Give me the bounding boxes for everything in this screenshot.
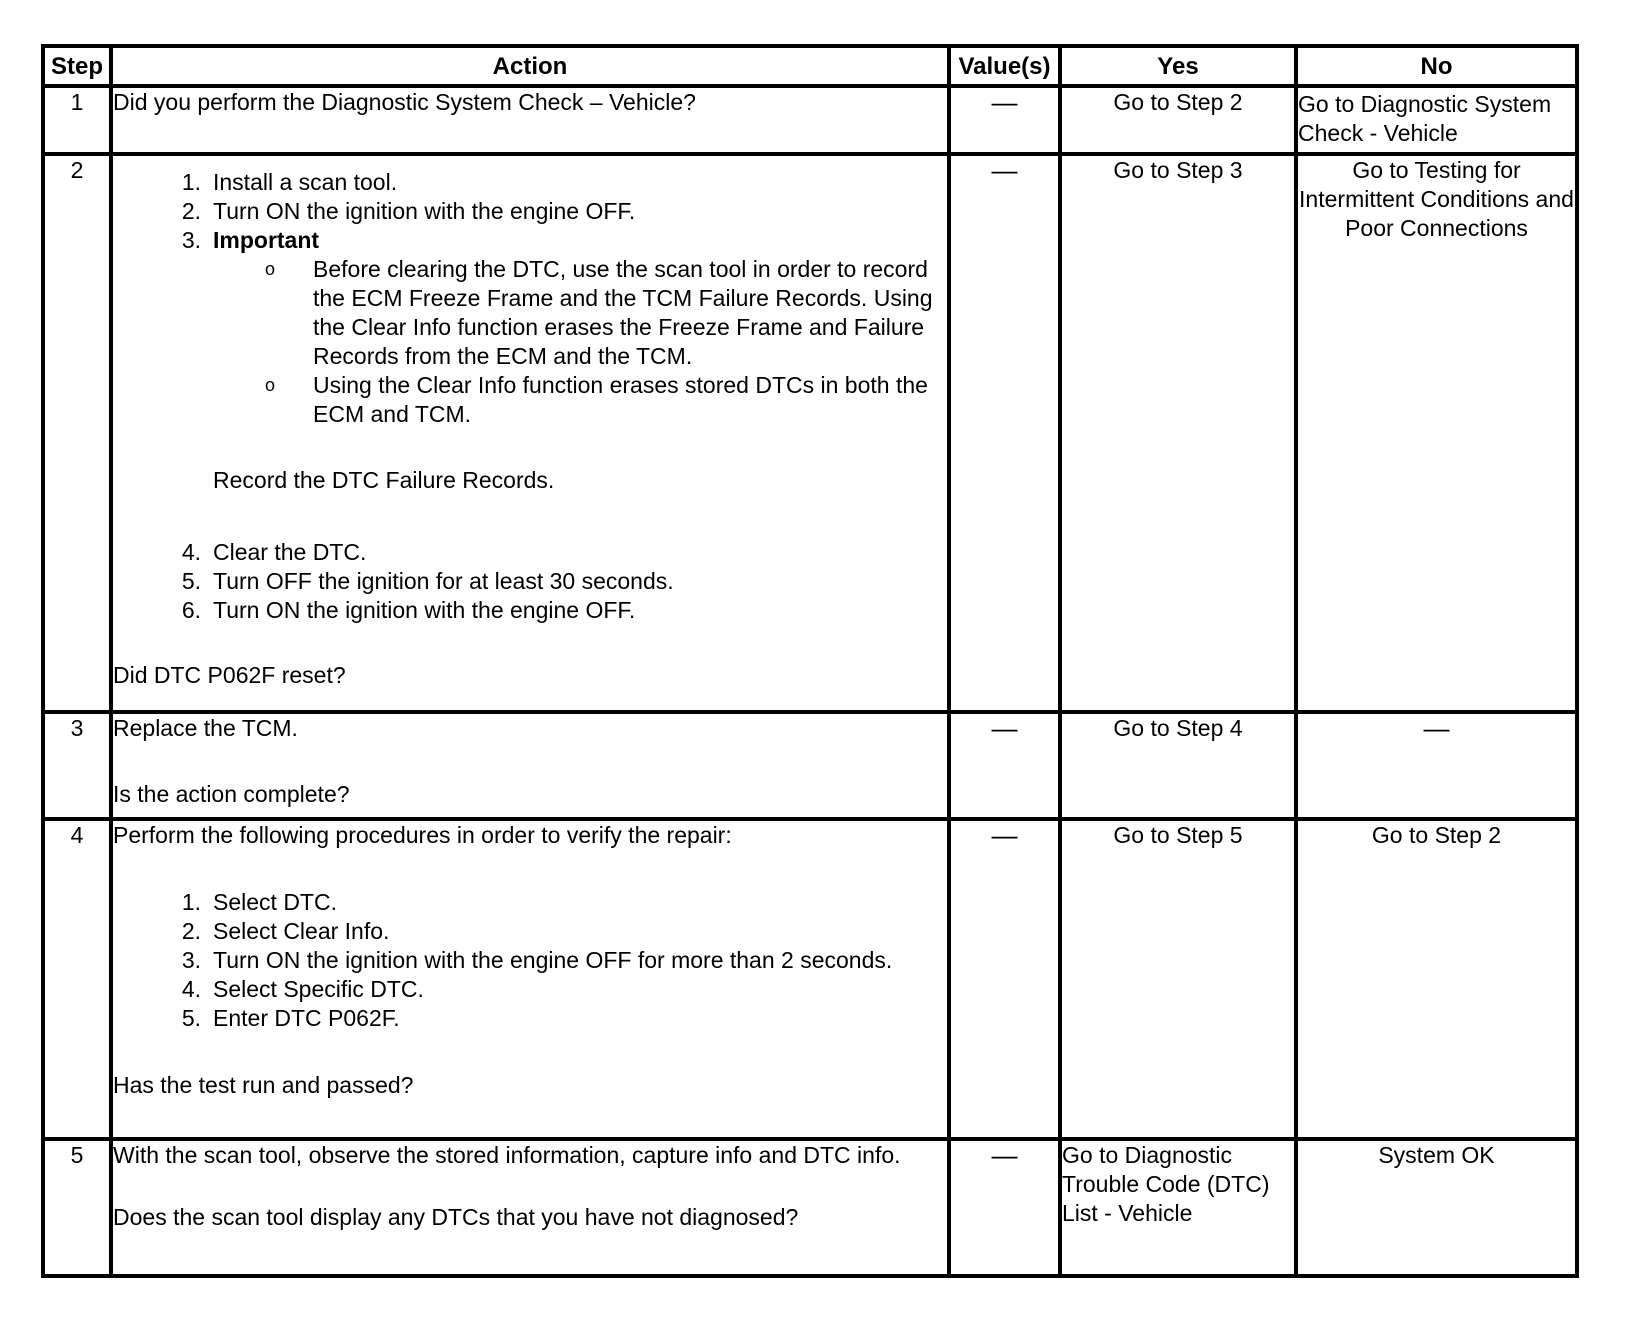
value-cell [949, 712, 1060, 819]
value-dash: — [991, 155, 1018, 185]
no-text: Go to Step 2 [1371, 822, 1502, 848]
header-row [43, 46, 1577, 86]
item-text: Select Clear Info. [213, 918, 390, 944]
value-cell [949, 86, 1060, 154]
yes-text: Go to Step 2 [1113, 89, 1243, 115]
item-text: Turn ON the ignition with the engine OFF for more than 2 seconds. [213, 947, 893, 973]
procedure-list [113, 168, 947, 429]
no-text: Go to Testing for Intermittent Conditions and Poor Connections [1299, 157, 1574, 241]
no-cell [1296, 712, 1577, 819]
item-text: Turn OFF the ignition for at least 30 seconds. [213, 568, 674, 594]
table-row-step-2 [43, 154, 1577, 712]
list-item [113, 596, 947, 625]
list-item [113, 538, 947, 567]
item-text: Install a scan tool. [213, 169, 398, 195]
item-number: 1. [181, 889, 201, 915]
item-number: 4. [181, 976, 201, 1002]
item-number: 4. [181, 539, 201, 565]
list-item [113, 975, 947, 1004]
yes-cell [1060, 154, 1296, 712]
question-text: Did DTC P062F reset? [113, 662, 346, 688]
no-dash: — [1423, 713, 1450, 743]
value-dash: — [991, 820, 1018, 850]
item-number: 1. [181, 169, 201, 195]
list-item [113, 226, 947, 429]
question-text: Does the scan tool display any DTCs that you have not diagnosed? [113, 1204, 799, 1230]
action-text: With the scan tool, observe the stored information, capture info and DTC info. [113, 1142, 901, 1168]
list-item [113, 1004, 947, 1033]
bullet-icon: o [265, 259, 276, 279]
no-cell [1296, 1139, 1577, 1276]
step-number: 1 [43, 86, 111, 154]
important-label: Important [213, 227, 320, 253]
header-values: Value(s) [949, 46, 1060, 86]
yes-text: Go to Step 4 [1113, 715, 1243, 741]
action-text: Did you perform the Diagnostic System Check – Vehicle? [113, 89, 696, 115]
question-text: Is the action complete? [113, 781, 350, 807]
table-row-step-1 [43, 86, 1577, 154]
item-text: Enter DTC P062F. [213, 1005, 400, 1031]
diagnostic-table [41, 44, 1579, 1278]
step-number: 3 [43, 712, 111, 819]
list-item [113, 197, 947, 226]
list-item [113, 567, 947, 596]
no-cell [1296, 819, 1577, 1139]
note-item [213, 255, 947, 371]
note-text: Before clearing the DTC, use the scan tool in order to record the ECM Freeze Frame and the TCM Failure Records. Using the Clear Info function erases the Freeze Frame and Failure Records from the ECM and the TCM. [313, 256, 933, 369]
list-item [113, 946, 947, 975]
header-step: Step [43, 46, 111, 86]
action-cell [111, 1139, 949, 1276]
item-text: Turn ON the ignition with the engine OFF. [213, 597, 636, 623]
yes-text: Go to Step 3 [1113, 157, 1243, 183]
list-item [113, 888, 947, 917]
procedure-list-continued [113, 538, 947, 625]
table-row-step-3 [43, 712, 1577, 819]
record-text: Record the DTC Failure Records. [213, 467, 555, 493]
header-no: No [1296, 46, 1577, 86]
verify-procedure-list [113, 888, 947, 1033]
table-row-step-4 [43, 819, 1577, 1139]
note-item [213, 371, 947, 429]
header-action: Action [111, 46, 949, 86]
no-text: System OK [1378, 1142, 1495, 1168]
important-notes [213, 255, 947, 429]
step-number: 4 [43, 819, 111, 1139]
item-number: 3. [181, 227, 201, 253]
value-cell [949, 154, 1060, 712]
value-cell [949, 1139, 1060, 1276]
yes-cell [1060, 819, 1296, 1139]
yes-text: Go to Step 5 [1113, 822, 1243, 848]
value-dash: — [991, 1140, 1018, 1170]
item-text: Select Specific DTC. [213, 976, 424, 1002]
list-item [113, 917, 947, 946]
value-dash: — [991, 87, 1018, 117]
bullet-icon: o [265, 375, 276, 395]
yes-cell [1060, 1139, 1296, 1276]
item-text: Clear the DTC. [213, 539, 367, 565]
action-text: Replace the TCM. [113, 715, 298, 741]
value-dash: — [991, 713, 1018, 743]
table-row-step-5 [43, 1139, 1577, 1276]
action-cell [111, 712, 949, 819]
action-text: Perform the following procedures in order to verify the repair: [113, 822, 732, 848]
item-number: 5. [181, 1005, 201, 1031]
item-number: 3. [181, 947, 201, 973]
yes-text: Go to Diagnostic Trouble Code (DTC) List - Vehicle [1062, 1142, 1270, 1226]
action-cell [111, 86, 949, 154]
item-number: 2. [181, 918, 201, 944]
header-yes: Yes [1060, 46, 1296, 86]
question-text: Has the test run and passed? [113, 1072, 414, 1098]
item-number: 6. [181, 597, 201, 623]
item-text: Select DTC. [213, 889, 337, 915]
action-cell [111, 154, 949, 712]
yes-cell [1060, 712, 1296, 819]
item-number: 2. [181, 198, 201, 224]
step-number: 2 [43, 154, 111, 712]
no-cell [1296, 154, 1577, 712]
note-text: Using the Clear Info function erases stored DTCs in both the ECM and TCM. [313, 372, 928, 427]
value-cell [949, 819, 1060, 1139]
no-cell [1296, 86, 1577, 154]
item-number: 5. [181, 568, 201, 594]
item-text: Turn ON the ignition with the engine OFF. [213, 198, 636, 224]
yes-cell [1060, 86, 1296, 154]
action-cell [111, 819, 949, 1139]
no-text: Go to Diagnostic System Check - Vehicle [1298, 91, 1552, 146]
list-item [113, 168, 947, 197]
step-number: 5 [43, 1139, 111, 1276]
